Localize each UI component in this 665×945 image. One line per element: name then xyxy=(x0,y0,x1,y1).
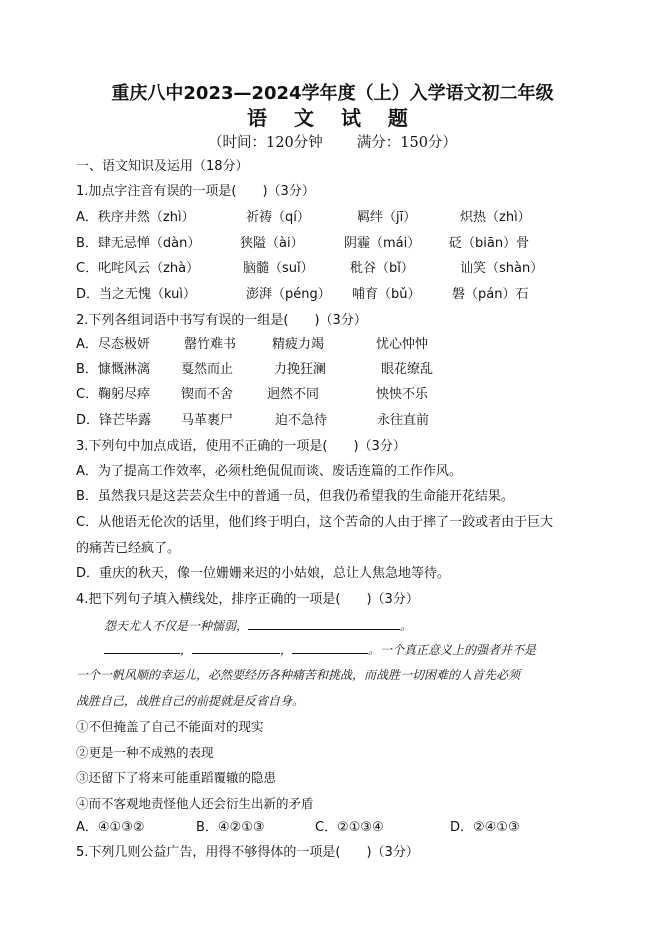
q1-option-d: D．当之无愧（kuì） xyxy=(76,287,196,302)
q1-a-word-4: 炽热（zhì） xyxy=(460,210,531,225)
q3-option-c-cont: 的痛苦已经疯了。 xyxy=(76,541,181,556)
answer-blank-4[interactable] xyxy=(292,640,368,654)
q1-d-word-4: 磐（pán）石 xyxy=(452,287,529,302)
answer-blank-3[interactable] xyxy=(192,640,280,654)
q2-c-word-2: 锲而不舍 xyxy=(181,387,234,402)
q4-sentence-4: ④而不客观地责怪他人还会衍生出新的矛盾 xyxy=(76,796,314,811)
q4-answer-b: B．④②①③ xyxy=(196,820,265,835)
q2-a-word-2: 罄竹难书 xyxy=(184,337,237,352)
q2-b-word-4: 眼花缭乱 xyxy=(381,362,434,377)
q4-passage-line-3: 一个一帆风顺的幸运儿，必然要经历各种痛苦和挑战，而战胜一切困难的人首先必须 xyxy=(76,668,521,682)
question-2-stem: 2.下列各组词语中书写有误的一组是( )（3分） xyxy=(76,313,367,328)
q2-d-word-3: 迫不急待 xyxy=(275,413,328,428)
q4-passage-tail: 。一个真正意义上的强者并不是 xyxy=(368,643,537,657)
q2-d-word-4: 永往直前 xyxy=(377,413,430,428)
q4-passage-line-1 xyxy=(104,616,412,635)
q4-answer-a: A．④①③② xyxy=(76,820,145,835)
q4-sentence-1: ①不但掩盖了自己不能面对的现实 xyxy=(76,719,264,734)
q2-option-d: D．锋芒毕露 xyxy=(76,413,152,428)
q4-sentence-3: ③还留下了将来可能重蹈覆辙的隐患 xyxy=(76,770,277,785)
q1-option-c: C．叱咤风云（zhà） xyxy=(76,261,200,276)
question-1-stem: 1.加点字注音有误的一项是( )（3分） xyxy=(76,184,315,199)
q1-d-word-2: 澎湃（péng） xyxy=(246,287,331,302)
answer-blank-2[interactable] xyxy=(104,640,180,654)
q4-passage-line-4: 战胜自己，战胜自己的前提就是反省自身。 xyxy=(76,694,305,708)
q4-comma-1: ， xyxy=(180,643,193,657)
section-heading: 一、语文知识及运用（18分） xyxy=(76,159,249,174)
q4-passage-intro: 怨天尤人不仅是一种懦弱， xyxy=(104,619,249,633)
q1-option-b: B．肆无忌惮（dàn） xyxy=(76,236,201,251)
q3-option-d: D．重庆的秋天，像一位姗姗来迟的小姑娘，总让人焦急地等待。 xyxy=(76,566,451,581)
question-3-stem: 3.下列句中加点成语，使用不正确的一项是( )（3分） xyxy=(76,439,406,454)
q1-c-word-4: 讪笑（shàn） xyxy=(460,261,544,276)
q4-passage-line-2 xyxy=(104,640,536,659)
q2-a-word-3: 精疲力竭 xyxy=(272,337,325,352)
answer-blank-1[interactable] xyxy=(248,616,400,630)
q2-option-b: B．慷慨淋漓 xyxy=(76,362,150,377)
q4-answer-c: C．②①③④ xyxy=(315,820,384,835)
q1-c-word-2: 脑髓（suǐ） xyxy=(243,261,314,276)
exam-score: 满分：150分） xyxy=(356,135,457,151)
q2-option-a: A．尽态极妍 xyxy=(76,337,150,352)
q1-d-word-3: 哺育（bǔ） xyxy=(352,287,421,302)
exam-time: （时间：120分钟 xyxy=(208,135,323,151)
q4-period: 。 xyxy=(400,619,413,633)
exam-meta xyxy=(0,131,665,152)
q1-c-word-3: 秕谷（bǐ） xyxy=(350,261,414,276)
q4-comma-2: ， xyxy=(280,643,293,657)
q3-option-b: B．虽然我只是这芸芸众生中的普通一员，但我仍希望我的生命能开花结果。 xyxy=(76,489,514,504)
q2-a-word-4: 忧心忡忡 xyxy=(376,337,429,352)
q1-b-word-3: 阴霾（mái） xyxy=(344,236,421,251)
exam-title: 重庆八中2023—2024学年度（上）入学语文初二年级 xyxy=(111,83,554,104)
q1-a-word-3: 羁绊（jī） xyxy=(357,210,417,225)
q2-c-word-3: 迥然不同 xyxy=(267,387,320,402)
q1-b-word-4: 砭（biān）骨 xyxy=(449,236,530,251)
q1-b-word-2: 狭隘（ài） xyxy=(240,236,304,251)
q2-option-c: C．鞠躬尽瘁 xyxy=(76,387,151,402)
question-4-stem: 4.把下列句子填入横线处，排序正确的一项是( )（3分） xyxy=(76,592,419,607)
q4-answer-d: D．②④①③ xyxy=(450,820,520,835)
q3-option-c: C．从他语无伦次的话里，他们终于明白，这个苦命的人由于摔了一跤或者由于巨大 xyxy=(76,515,554,530)
q2-b-word-2: 戛然而止 xyxy=(181,362,234,377)
q1-option-a: A．秩序井然（zhì） xyxy=(76,210,195,225)
q1-a-word-2: 祈祷（qí） xyxy=(246,210,310,225)
question-5-stem: 5.下列几则公益广告，用得不够得体的一项是( )（3分） xyxy=(76,845,419,860)
q2-d-word-2: 马革裹尸 xyxy=(181,413,234,428)
exam-subtitle: 语 文 试 题 xyxy=(247,106,418,130)
q3-option-a: A．为了提高工作效率，必须杜绝侃侃而谈、废话连篇的工作作风。 xyxy=(76,464,462,479)
q4-sentence-2: ②更是一种不成熟的表现 xyxy=(76,745,214,760)
q2-c-word-4: 怏怏不乐 xyxy=(376,387,429,402)
q2-b-word-3: 力挽狂澜 xyxy=(274,362,327,377)
